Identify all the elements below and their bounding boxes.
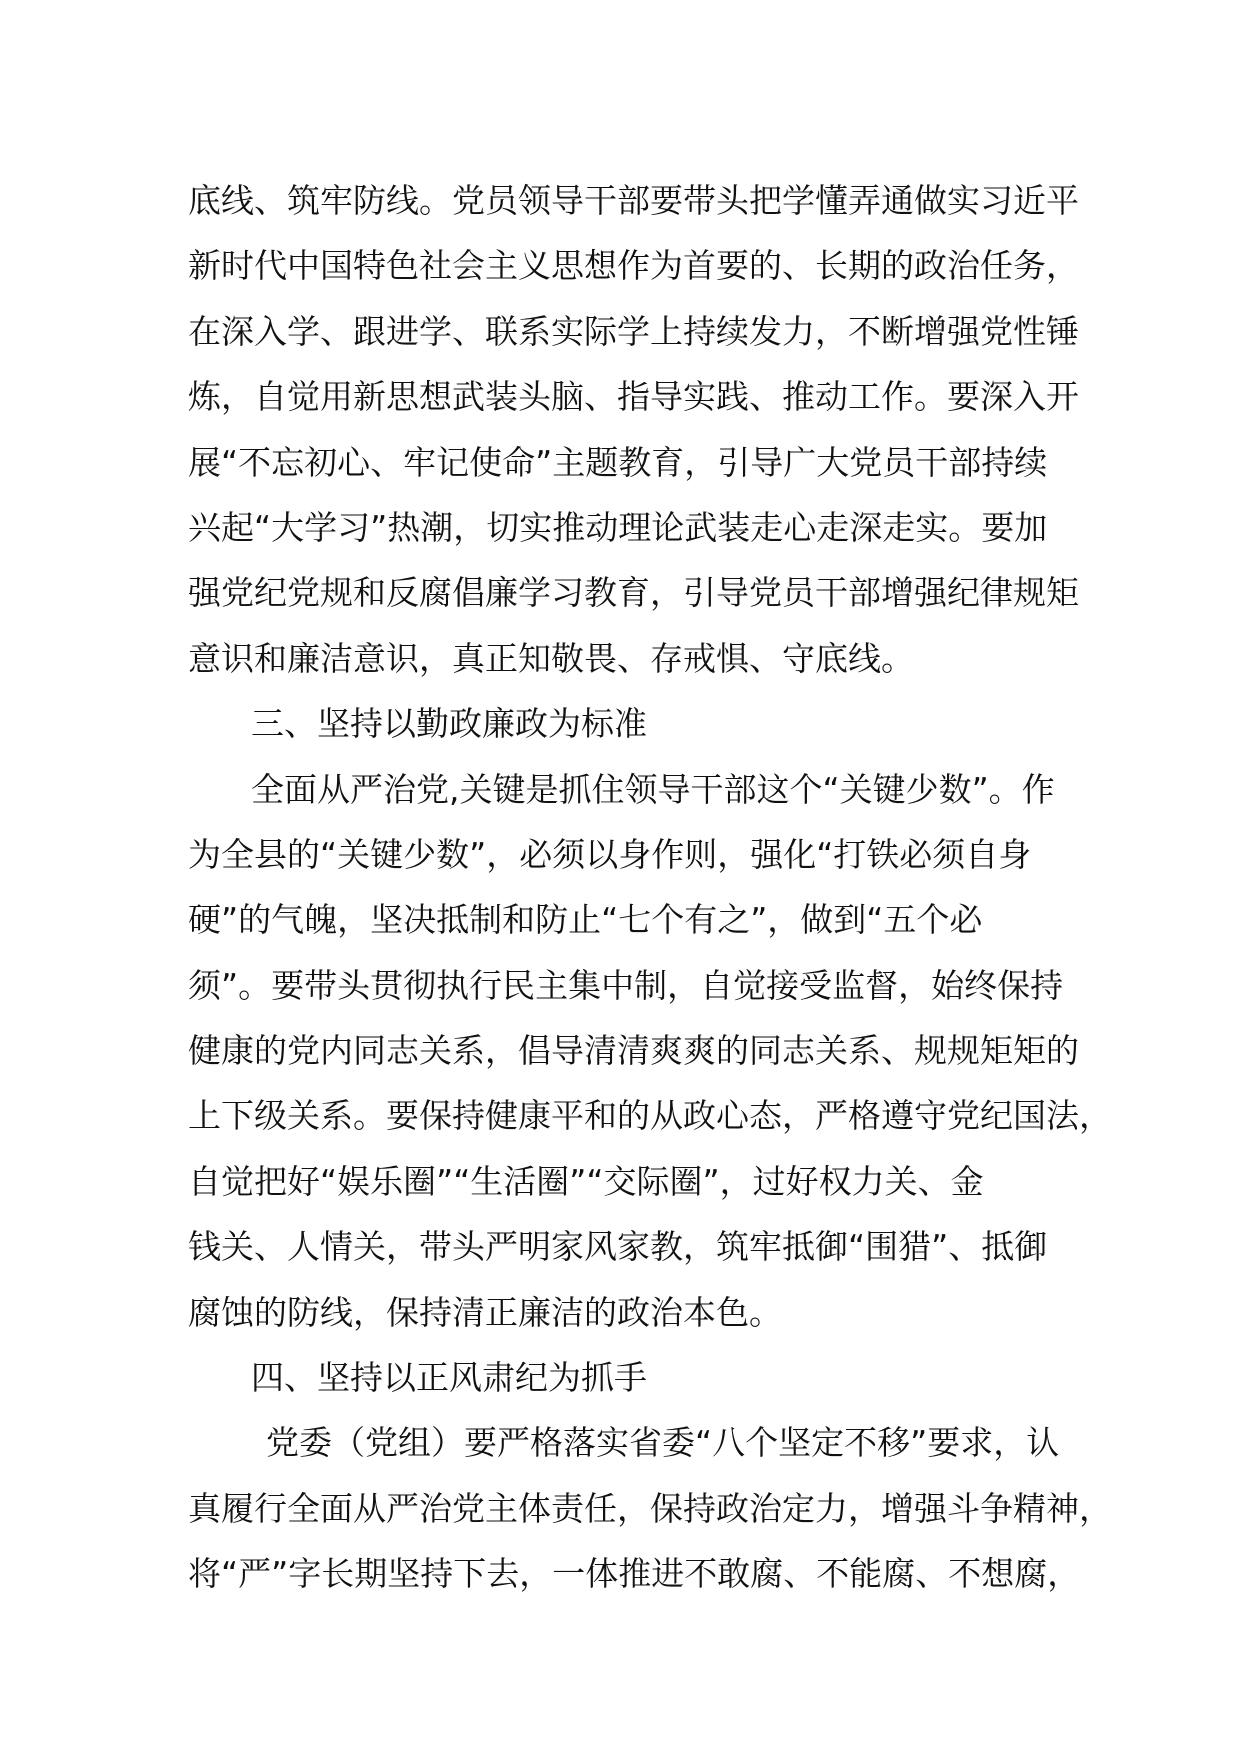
section-heading: 四、坚持以正风肃纪为抓手 (251, 1358, 647, 1398)
text-line: 钱关、人情关，带头严明家风家教，筑牢抵御“围猎”、抵御 (188, 1227, 1048, 1267)
section-heading: 三、坚持以勤政廉政为标准 (251, 704, 647, 744)
text-line: 在深入学、跟进学、联系实际学上持续发力，不断增强党性锤 (188, 311, 1079, 351)
text-line: 须”。要带头贯彻执行民主集中制，自觉接受监督，始终保持 (188, 965, 1064, 1005)
text-line: 真履行全面从严治党主体责任，保持政治定力，增强斗争精神， (188, 1488, 1112, 1528)
text-line: 意识和廉洁意识，真正知敬畏、存戒惧、守底线。 (188, 638, 914, 678)
text-line: 底线、筑牢防线。党员领导干部要带头把学懂弄通做实习近平 (188, 181, 1079, 220)
text-line: 炼，自觉用新思想武装头脑、指导实践、推动工作。要深入开 (188, 377, 1079, 417)
text-line: 硬”的气魄，坚决抵制和防止“七个有之”，做到“五个必 (188, 900, 983, 940)
text-line: 党委（党组）要严格落实省委“八个坚定不移”要求，认 (266, 1423, 1060, 1463)
text-line: 健康的党内同志关系，倡导清清爽爽的同志关系、规规矩矩的 (188, 1031, 1079, 1071)
text-line: 全面从严治党,关键是抓住领导干部这个“关键少数”。作 (251, 769, 1055, 809)
text-line: 腐蚀的防线，保持清正廉洁的政治本色。 (188, 1292, 782, 1332)
text-line: 上下级关系。要保持健康平和的从政心态，严格遵守党纪国法， (188, 1096, 1112, 1136)
text-line: 为全县的“关键少数”，必须以身作则，强化“打铁必须自身 (188, 834, 1032, 874)
text-line: 展“不忘初心、牢记使命”主题教育，引导广大党员干部持续 (188, 442, 1048, 482)
text-line: 兴起“大学习”热潮，切实推动理论武装走心走深走实。要加 (188, 507, 1048, 547)
text-line: 自觉把好“娱乐圈”“生活圈”“交际圈”，过好权力关、金 (188, 1161, 984, 1201)
text-line: 强党纪党规和反腐倡廉学习教育，引导党员干部增强纪律规矩 (188, 573, 1079, 613)
body-text (188, 168, 1112, 1607)
text-line: 将“严”字长期坚持下去，一体推进不敢腐、不能腐、不想腐， (188, 1554, 1081, 1594)
text-line: 新时代中国特色社会主义思想作为首要的、长期的政治任务， (188, 246, 1079, 286)
